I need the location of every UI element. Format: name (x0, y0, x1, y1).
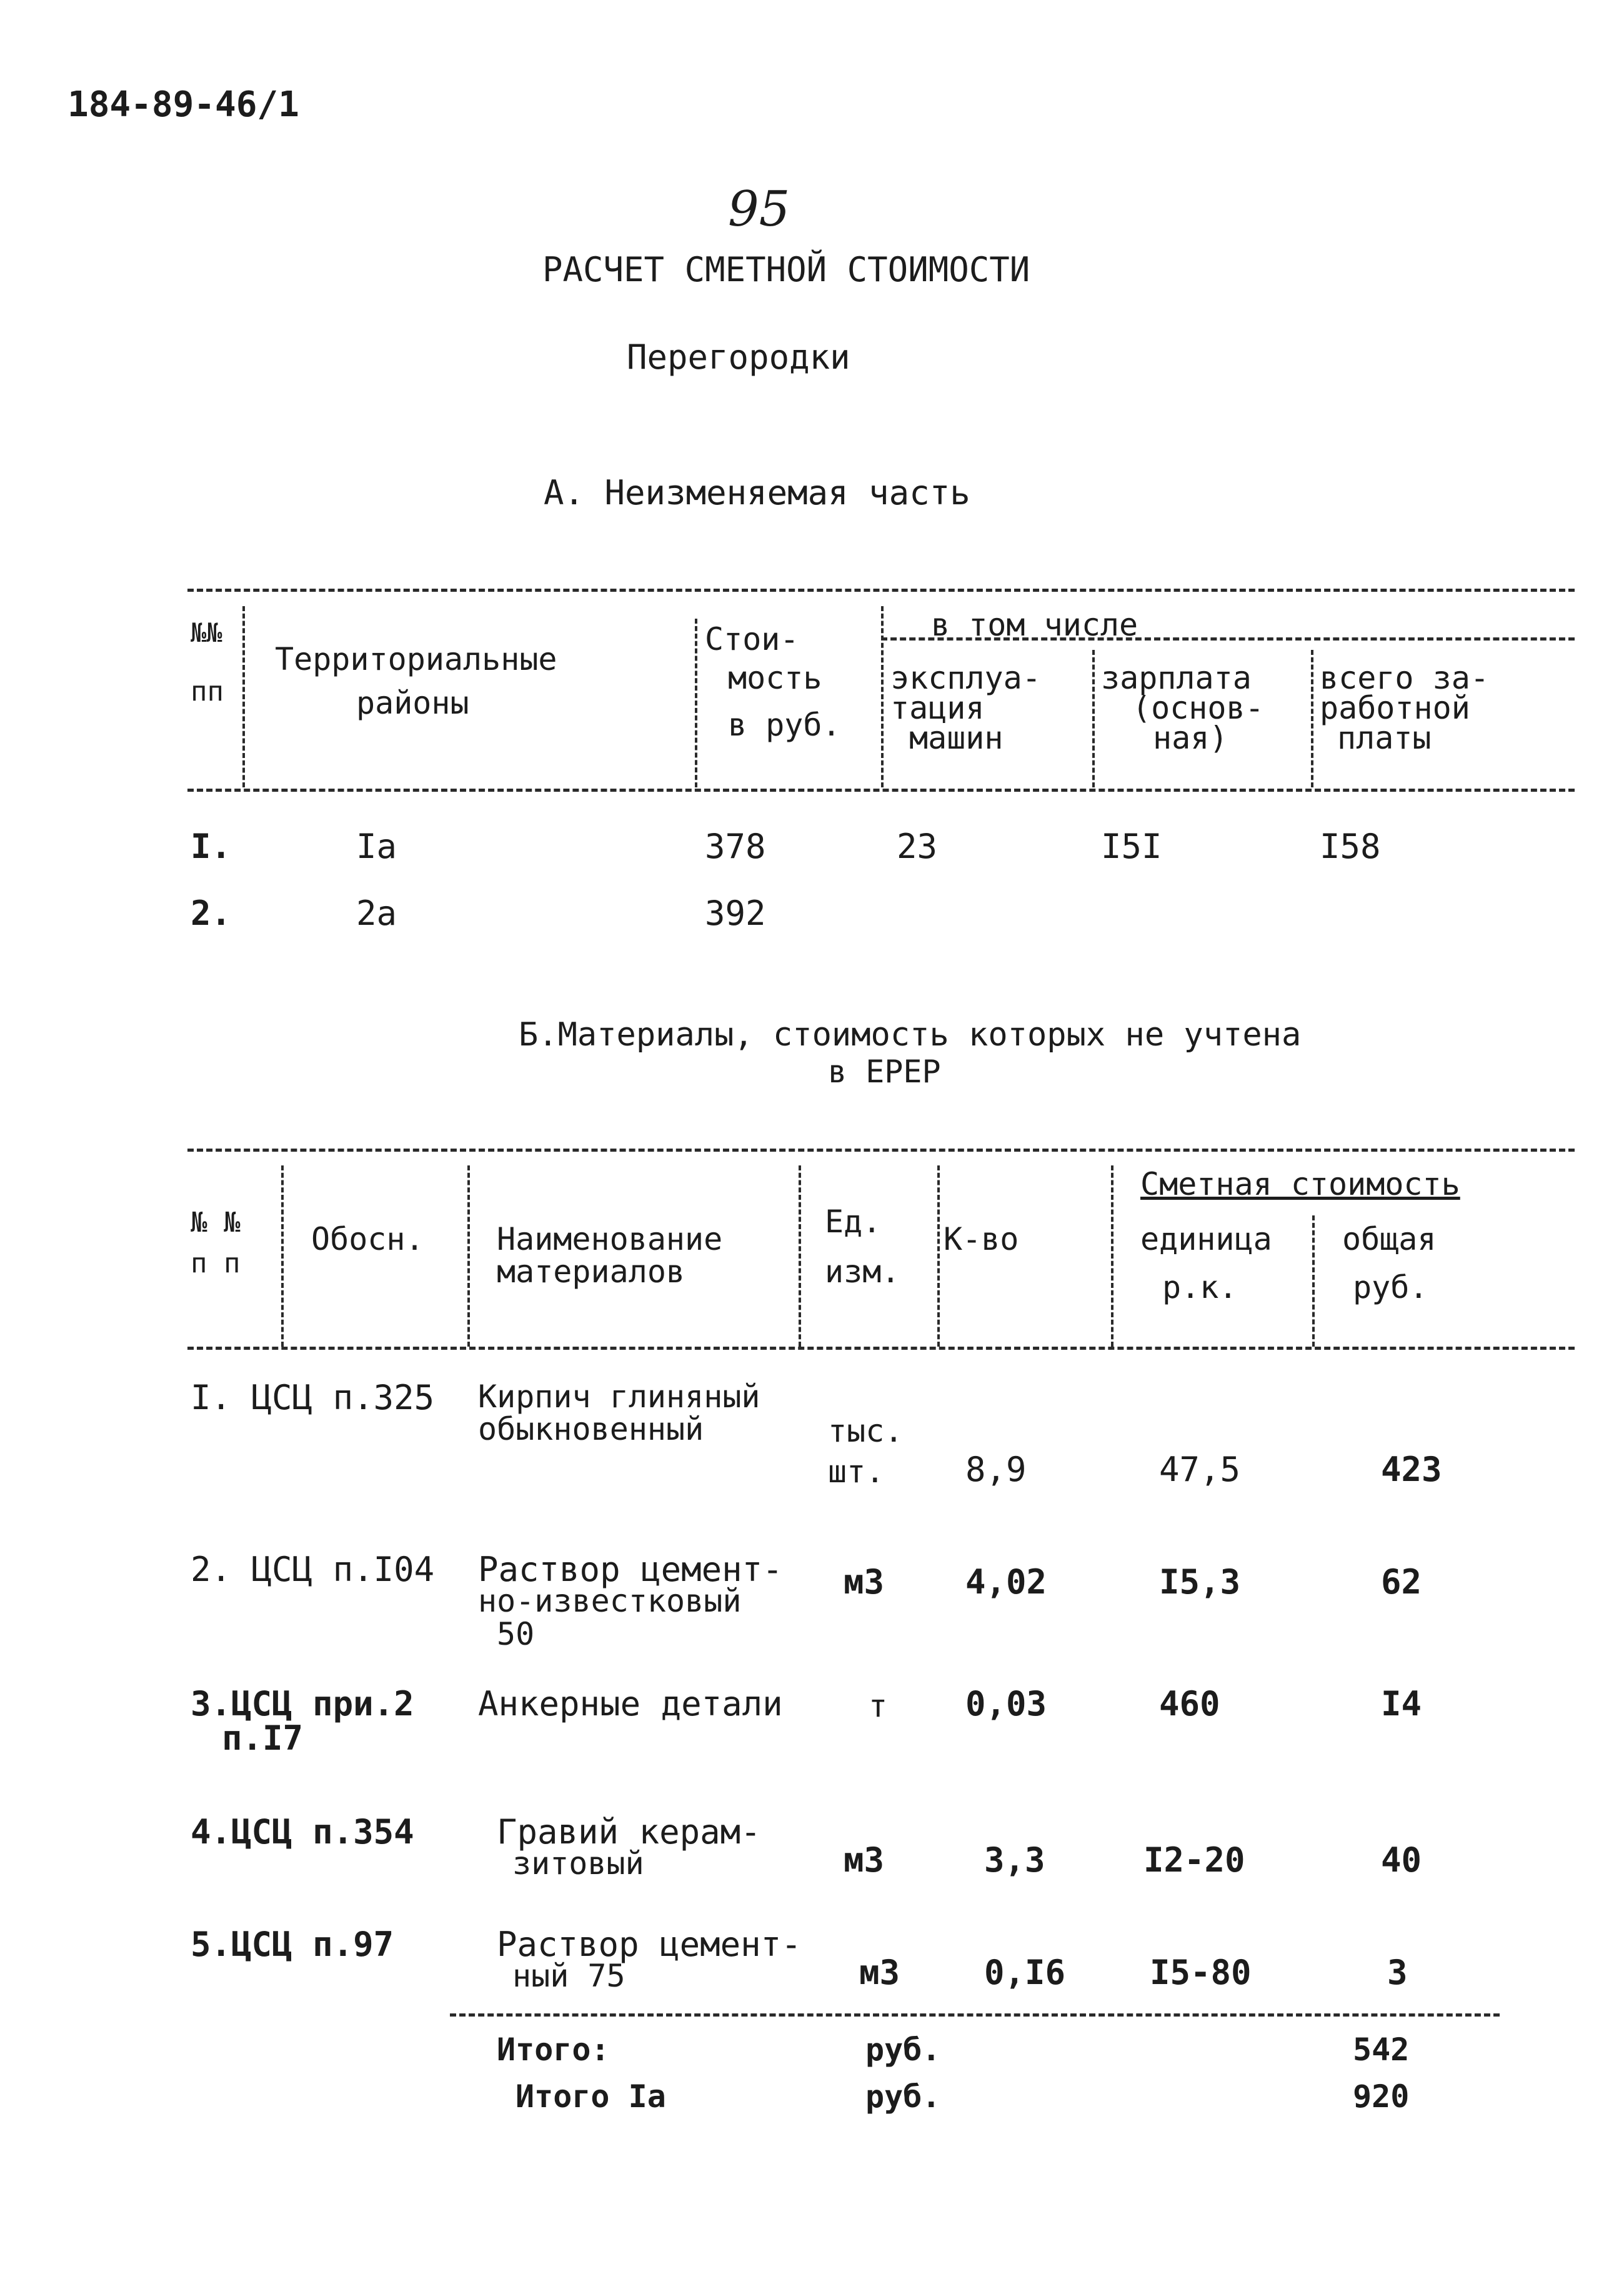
row-unit: тыс. (828, 1413, 904, 1449)
row-price: I5-80 (1150, 1953, 1252, 1992)
row-unit: м3 (859, 1953, 900, 1992)
row-unit: т (869, 1688, 888, 1724)
header-name-1: Наименование (497, 1221, 723, 1257)
row-basis: 5.ЦСЦ п.97 (191, 1925, 394, 1964)
header-including: в том числе (931, 607, 1138, 643)
document-number: 184-89-46/1 (67, 84, 299, 125)
row-total: 40 (1381, 1840, 1422, 1880)
section-a-heading: А. Неизменяемая часть (544, 473, 970, 512)
header-num-1: №№ (191, 617, 222, 648)
header-cost-3: в руб. (728, 707, 841, 743)
row-cost: 392 (705, 894, 766, 933)
header-cost-2: мость (728, 660, 822, 696)
row-region: 2а (356, 894, 397, 933)
header-estimated-cost: Сметная стоимость (1140, 1166, 1460, 1202)
row-basis: 2. ЦСЦ п.I04 (191, 1550, 435, 1589)
header-cost-1: Стои- (705, 621, 799, 657)
row-price: 460 (1159, 1684, 1220, 1723)
header-num-2: пп (191, 676, 224, 707)
header-total-2: руб. (1353, 1269, 1428, 1305)
row-name-2: но-известковый (478, 1583, 742, 1619)
row-name: Раствор цемент- (497, 1925, 802, 1964)
header-salary-3: ная) (1153, 720, 1228, 756)
header-total-1: общая (1342, 1221, 1437, 1257)
header-machines-3: машин (909, 720, 1004, 756)
header-per-unit-2: р.к. (1162, 1269, 1238, 1305)
header-total-salary-2: работной (1320, 690, 1470, 726)
row-basis: 3.ЦСЦ при.2 (191, 1684, 414, 1723)
row-qty: 4,02 (965, 1562, 1047, 1602)
row-name: Кирпич глиняный (478, 1379, 760, 1415)
section-a-top-rule (187, 589, 1575, 592)
header-basis: Обосн. (311, 1221, 424, 1257)
total-label: Итого: (497, 2032, 610, 2068)
header-num-1: № № (191, 1207, 241, 1239)
row-name-2: ный 75 (512, 1958, 625, 1994)
header-qty: К-во (944, 1221, 1019, 1257)
row-cost: 378 (705, 827, 766, 866)
row-unit: м3 (844, 1562, 885, 1602)
header-num-2: п п (191, 1247, 241, 1279)
row-unit-2: шт. (828, 1454, 885, 1490)
header-salary-2: (основ- (1132, 690, 1264, 726)
page-subtitle: Перегородки (627, 337, 850, 377)
section-b-header-rule (187, 1347, 1575, 1350)
row-total: 3 (1387, 1953, 1408, 1992)
header-total-salary-3: платы (1337, 720, 1432, 756)
row-machines: 23 (897, 827, 938, 866)
row-num: I. (191, 827, 232, 866)
row-total: I4 (1381, 1684, 1422, 1723)
row-basis-2: п.I7 (222, 1718, 304, 1758)
header-salary-1: зарплата (1101, 660, 1252, 696)
header-total-salary-1: всего за- (1320, 660, 1489, 696)
row-name: Анкерные детали (478, 1684, 783, 1723)
total-value: 542 (1353, 2032, 1410, 2068)
row-total: 62 (1381, 1562, 1422, 1602)
header-unit-2: изм. (825, 1254, 900, 1290)
row-num: 2. (191, 894, 232, 933)
row-name: Раствор цемент- (478, 1550, 783, 1589)
header-machines-2: тация (890, 690, 985, 726)
header-name-2: материалов (497, 1254, 685, 1290)
row-price: I2-20 (1143, 1840, 1245, 1880)
row-basis: 4.ЦСЦ п.354 (191, 1812, 414, 1852)
section-a-header-rule (187, 789, 1575, 792)
totals-rule (450, 2013, 1500, 2017)
page-title: РАСЧЕТ СМЕТНОЙ СТОИМОСТИ (542, 250, 1030, 289)
header-region-2: районы (356, 685, 469, 721)
row-qty: 8,9 (965, 1450, 1027, 1489)
row-total: 423 (1381, 1450, 1442, 1489)
row-price: I5,3 (1159, 1562, 1241, 1602)
row-basis: I. ЦСЦ п.325 (191, 1378, 435, 1417)
total-unit: руб. (865, 2078, 941, 2115)
header-unit-1: Ед. (825, 1204, 882, 1240)
row-region: Iа (356, 827, 397, 866)
section-b-top-rule (187, 1149, 1575, 1152)
header-per-unit-1: единица (1140, 1221, 1272, 1257)
section-b-heading-line2: в ЕРЕР (828, 1054, 941, 1090)
total-value: 920 (1353, 2078, 1410, 2115)
row-unit: м3 (844, 1840, 885, 1880)
header-machines-1: эксплуа- (890, 660, 1041, 696)
row-name: Гравий керам- (497, 1812, 761, 1852)
header-region-1: Территориальные (275, 641, 557, 677)
row-name-2: зитовый (512, 1845, 644, 1882)
row-salary: I5I (1101, 827, 1162, 866)
section-b-heading: Б.Материалы, стоимость которых не учтена (519, 1016, 1302, 1054)
row-name-2: обыкновенный (478, 1411, 704, 1447)
row-qty: 0,I6 (984, 1953, 1066, 1992)
total-label: Итого Iа (516, 2078, 666, 2115)
row-total-salary: I58 (1320, 827, 1381, 866)
row-qty: 0,03 (965, 1684, 1047, 1723)
row-qty: 3,3 (984, 1840, 1045, 1880)
row-price: 47,5 (1159, 1450, 1241, 1489)
total-unit: руб. (865, 2032, 941, 2068)
page-number: 95 (728, 181, 790, 237)
row-name-3: 50 (497, 1616, 535, 1652)
